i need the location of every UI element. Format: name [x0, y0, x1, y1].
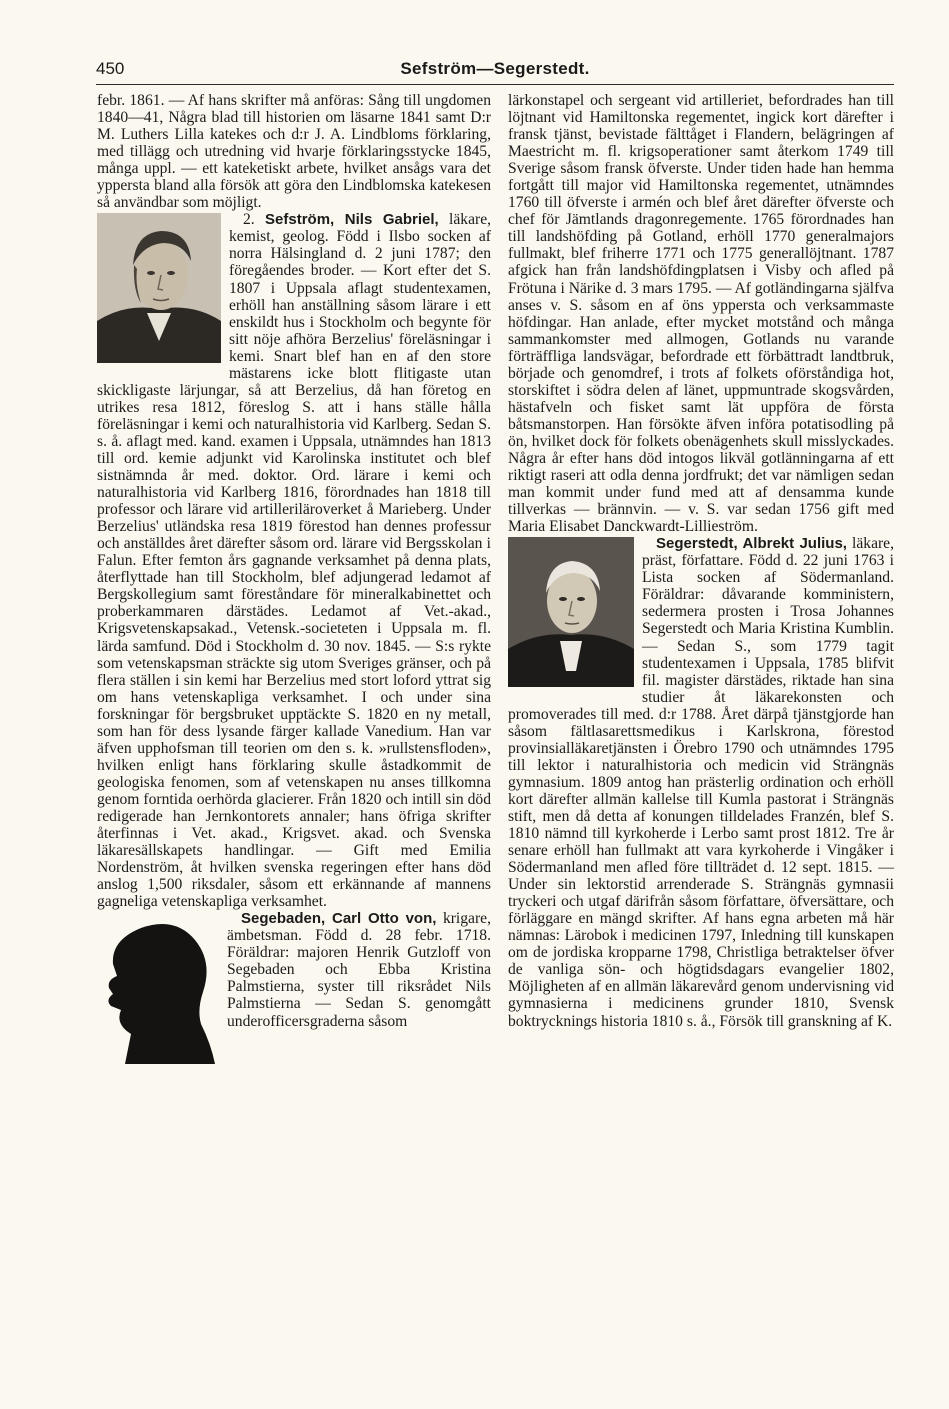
entry-headword: Sefström, Nils Gabriel,: [265, 211, 439, 229]
entry-continuation: febr. 1861. — Af hans skrifter må anföras: Sång till ungdomen 1840—41, Några blad till historien om läsarne 1841 samt D:r M. Luthers Lilla katekes och d:r J. A. Lindbloms förklaring, med tillägg och utredning vid hvarje förklaringsstycke 1845, många uppl. — ett kateketiskt arbete, hvilket ansågs vara det yppersta bland alla försök att göra den Lindblomska katekesen så användbar som möjligt.: [97, 92, 491, 212]
entry-body: läkare, präst, författare. Född d. 22 juni 1763 i Lista socken af Södermanland. Föräldrar: dåvarande komministern, sedermera prosten i Trosa Johannes Segerstedt och Maria Kristina Kumblin. — Sedan S., som 1779 tagit studentexamen i Uppsala, 1785 blifvit fil. magister därstädes, riktade han sina studier åt läkarekonsten och promoverades till med. d:r 1788. Året därpå tjänstgjorde han såsom fältlasarettsmedikus i Karlskrona, förestod provinsialläkaretjänsten i Örebro 1790 och utnämndes 1795 till lektor i naturalhistoria och medicin vid Strängnäs gymnasium. 1809 antog han prästerlig ordination och erhöll kort därefter allmän kallelse till Kumla pastorat i Strängnäs stift, men då detta af konungen tilldelades Franzén, blef S. 1810 nämnd till kyrkoherde i Lerbo samt prost 1812. Tre år senare erhöll han fullmakt att vara kyrkoherde i Vingåker i Södermanland men afled före tillträdet d. 12 sept. 1815. — Under sin lektorstid arrenderade S. Strängnäs gymnasii tryckeri och utgaf därifrån såsom författare, öfversättare, och förläggare en mängd skrifter. Af hans egna arbeten må här nämnas: Lärobok i medicinen 1797, Inledning till kunskapen om de jordiska kropparne 1798, Christliga betraktelser öfver de vanliga sön- och högtidsdagars evangelier 1802, Möjligheten af en allmän läkarevård genom undervisning vid gymnasierna i medicinens grunder 1810, Svensk boktrycknings historia 1810 s. å., Försök till granskning af K.: [508, 535, 894, 1030]
entry-headword: Segerstedt, Albrekt Julius,: [656, 535, 847, 553]
entry-segerstedt: [508, 535, 894, 1029]
left-column: [97, 92, 491, 1064]
header-rule: [96, 84, 894, 85]
entry-continuation: lärkonstapel och sergeant vid artilleriet, befordrades han till löjtnant vid Hamiltonska regementet, ingick kort därefter i fransk tjänst, bevistade fälttåget i Flandern, belägringen af Maestricht m. fl. krigsoperationer samt återkom 1749 till Sverige såsom fransk öfverste. Under tiden hade han hemma fortgått till major vid Hamiltonska regementet, utnämndes 1760 till öfverste i armén och blef året därefter öfverste och chef för Jämtlands dragonregemente. 1765 förordnades han till landshöfding på Gotland, erhöll 1770 generalmajors fullmakt, blef friherre 1771 och 1775 generallöjtnant. 1787 afgick han från landshöfdingplatsen i Visby och afled på Frötuna i Närike d. 3 mars 1795. — Af gotländingarna själfva anses v. S. såsom en af öns yppersta och verksammaste höfdingar. Han anlade, efter mycket motstånd och många sammankomster med allmogen, Gotlands nu varande förträffliga landsvägar, befordrade ett förbättradt landtbruk, började och genomdref, i trots af folkets oförståndiga hot, storskiftet i södra delen af länet, uppmuntrade skogsvården, hästafveln och fisket samt lät uppföra de första båtsmanstorpen. Han försökte äfven införa potatisodling på ön, hvilket dock för folkets obenägenhets skull misslyckades. Några år efter hans död intogos likväl gotlänningarna af ett riktigt raseri att odla denna jordfrukt; det var nämligen sedan man kommit under fund med att af densamma kunde tillverkas — brännvin. — v. S. var sedan 1756 gift med Maria Elisabet Danckwardt-Lillieström.: [508, 92, 894, 536]
entry-sefstrom: [97, 211, 491, 910]
entry-headword: Segebaden, Carl Otto von,: [241, 910, 437, 928]
entry-number: 2.: [243, 211, 255, 229]
portrait-sefstrom: [97, 213, 221, 363]
entry-body: läkare, kemist, geolog. Född i Ilsbo socken af norra Hälsingland d. 2 juni 1787; den föregåendes broder. — Kort efter det S. 1807 i Uppsala aflagt studentexamen, erhöll han anställning såsom lärare i ett enskildt hus i Stockholm och begynte för sitt nöje afhöra Berzelius' föreläsningar i kemi. Snart blef han en af den store mästarens icke blott flitigaste utan skickligaste lärjungar, så att Berzelius, då han företog en utrikes resa 1812, föreslog S. att i hans ställe hålla föreläsningar i kemi och naturalhistoria vid Karlberg. Sedan S. s. å. aflagt med. kand. examen i Uppsala, utnämndes han 1813 till ord. kemie adjunkt vid Karolinska institutet och blef sistnämnda år med. doktor. Ord. lärare i kemi och naturalhistoria vid Karlberg 1816, förordnades han 1818 till professor och lärare vid artilleriläroverket å Marieberg. Under Berzelius' utländska resa 1819 förestod han dennes professur och anställdes året därefter såsom ord. lärare vid Bergsskolan i Falun. Efter femton års gagnande verksamhet på denna plats, återflyttade han till Stockholm, blef adjungerad ledamot af Bergskollegium samt föreståndare för mineralkabinettet och proberkammaren därstädes. Ledamot af Vet.-akad., Krigsvetenskapsakad., Vetensk.-societeten i Uppsala m. fl. lärda samfund. Död i Stockholm d. 30 nov. 1845. — S:s rykte som vetenskapsman sträckte sig utom Sveriges gränser, och på flera ställen i sin kemi har Berzelius med stort loford yttrat sig om hans vetenskapliga verksamhet. I och under sina forskningar för bergsbruket upptäckte S. 1820 en ny metall, som han för dess lysande färger kallade Vanedium. Han var äfven upphofsman till teorien om den s. k. »rullstensfloden», hvilken enligt hans förklaring skulle åstadkommit de geologiska fenomen, som af vetenskapen nu anses tillkomna genom forntida oerhörda glacierer. Från 1820 och intill sin död redigerade han Jernkontorets annaler; hans öfriga skrifter återfinnas i Vet. akad., Krigsvet. akad. och Svenska läkaresällskapets handlingar. — Gift med Emilia Nordenström, åt hvilken svenska regeringen efter hans död anslog 1,500 riksdaler, såsom ett erkännande af mannens gagneliga vetenskapliga verksamhet.: [97, 211, 492, 911]
page-number: 450: [96, 59, 125, 78]
silhouette-segebaden: [91, 914, 221, 1064]
entry-segebaden: [97, 910, 491, 1029]
right-column: [508, 92, 894, 1030]
entry-body: krigare, ämbetsman. Född d. 28 febr. 1718. Föräldrar: majoren Henrik Gutzloff von Segebaden och Ebba Kristina Palmstierna, syster till riksrådet Nils Palmstierna — Sedan S. genomgått underofficersgraderna såsom: [227, 910, 491, 1030]
portrait-segerstedt: [508, 537, 634, 687]
running-title: Sefström—Segerstedt.: [400, 59, 590, 78]
page-header: [96, 55, 894, 81]
